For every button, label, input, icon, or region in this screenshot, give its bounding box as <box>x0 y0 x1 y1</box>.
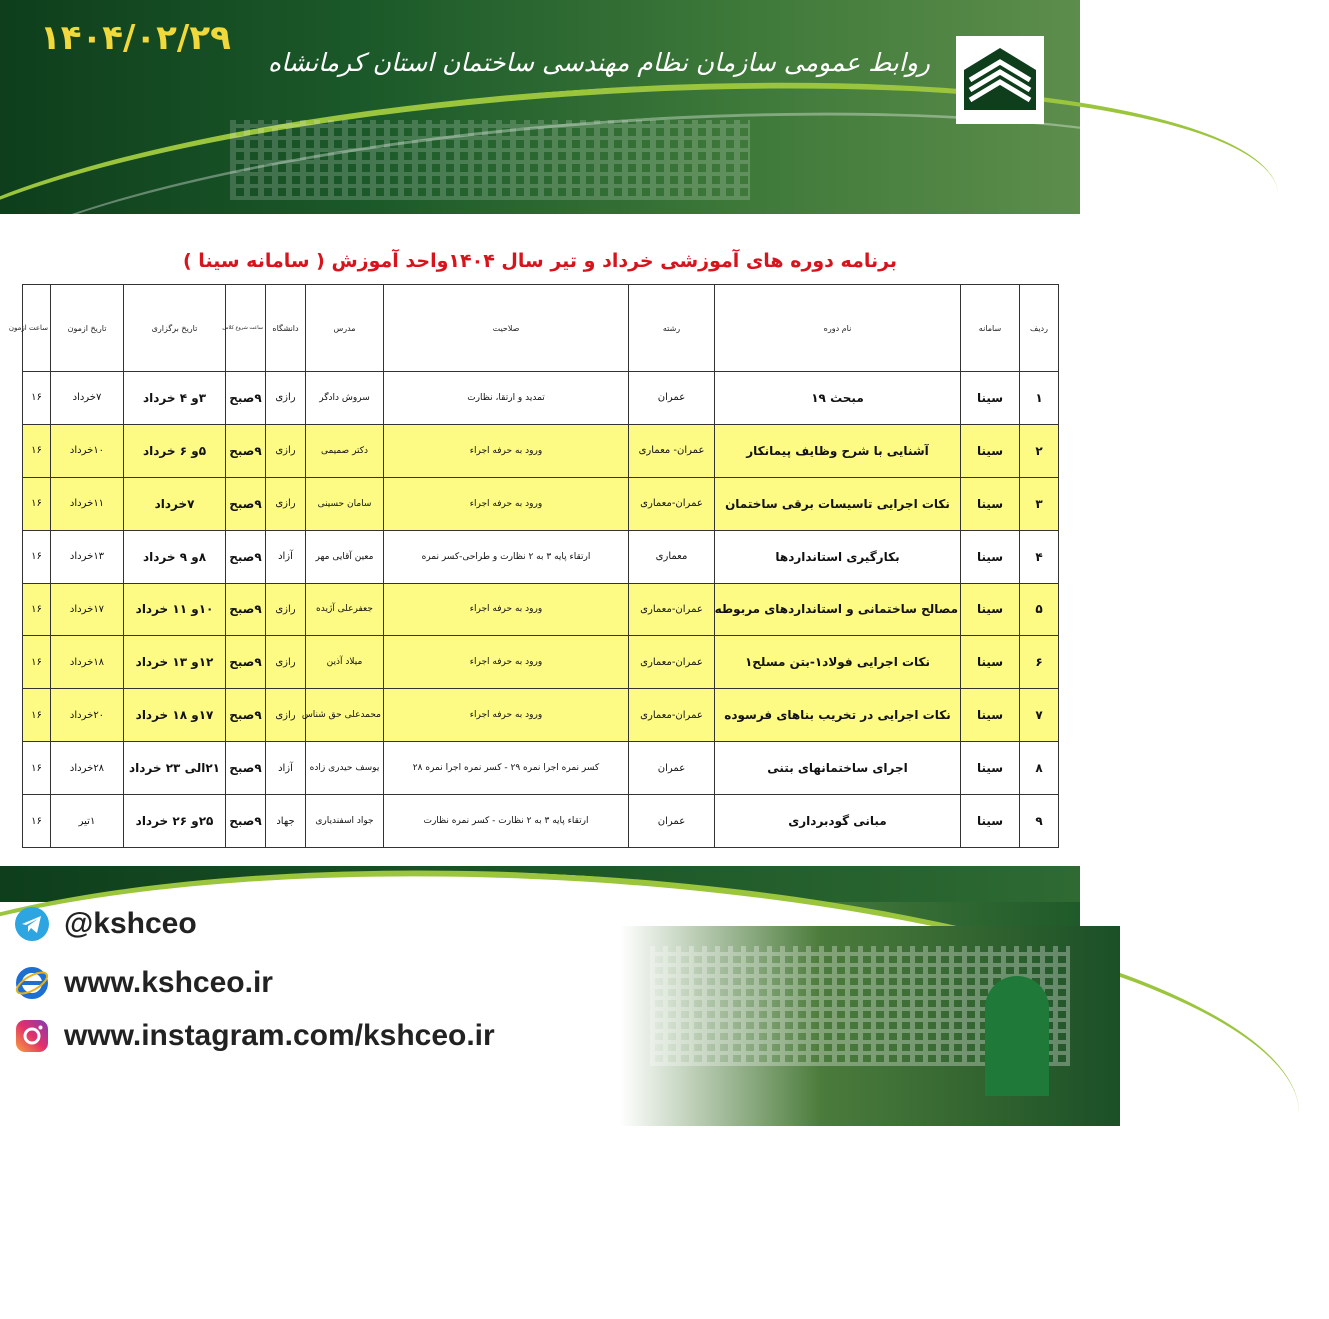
cell-row-number: ۹ <box>1020 795 1059 848</box>
cell-field: عمران- معماری <box>629 424 715 477</box>
cell-exam-time: ۱۶ <box>23 583 51 636</box>
cell-qualification: ورود به حرفه اجراء <box>384 583 629 636</box>
cell-teacher: سروش دادگر <box>306 372 384 425</box>
social-instagram[interactable] <box>14 1018 495 1054</box>
website-url[interactable]: www.kshceo.ir <box>64 966 273 999</box>
cell-row-number: ۷ <box>1020 689 1059 742</box>
cell-teacher: یوسف حیدری زاده <box>306 742 384 795</box>
cell-system: سینا <box>961 636 1020 689</box>
col-header-exam-date: تاریخ ازمون <box>51 285 124 372</box>
col-header-start-time: ساعت شروع کلاس <box>226 285 266 372</box>
cell-row-number: ۶ <box>1020 636 1059 689</box>
col-header-teacher: مدرس <box>306 285 384 372</box>
cell-course: نکات اجرایی فولاد۱-بتن مسلح۱ <box>715 636 961 689</box>
cell-system: سینا <box>961 372 1020 425</box>
cell-exam-time: ۱۶ <box>23 795 51 848</box>
cell-field: معماری <box>629 530 715 583</box>
cell-teacher: محمدعلی حق شناس <box>306 689 384 742</box>
cell-exam-date: ۷خرداد <box>51 372 124 425</box>
footer-arch-shape <box>985 976 1049 1096</box>
col-header-dates: تاریخ برگزاری <box>124 285 226 372</box>
table-header-row <box>23 285 1059 372</box>
cell-teacher: دکتر صمیمی <box>306 424 384 477</box>
cell-field: عمران-معماری <box>629 636 715 689</box>
cell-dates: ۱۲و ۱۳ خرداد <box>124 636 226 689</box>
cell-teacher: معین آقایی مهر <box>306 530 384 583</box>
col-header-row: ردیف <box>1020 285 1059 372</box>
cell-system: سینا <box>961 530 1020 583</box>
cell-dates: ۵و ۶ خرداد <box>124 424 226 477</box>
col-header-course: نام دوره <box>715 285 961 372</box>
cell-exam-date: ۱۷خرداد <box>51 583 124 636</box>
cell-row-number: ۸ <box>1020 742 1059 795</box>
cell-teacher: سامان حسینی <box>306 477 384 530</box>
header-date: ۱۴۰۴/۰۲/۲۹ <box>40 18 231 58</box>
cell-row-number: ۲ <box>1020 424 1059 477</box>
cell-start-time: ۹صبح <box>226 530 266 583</box>
cell-exam-date: ۱۸خرداد <box>51 636 124 689</box>
cell-start-time: ۹صبح <box>226 742 266 795</box>
table-row <box>23 795 1059 848</box>
col-header-qualification: صلاحیت <box>384 285 629 372</box>
cell-field: عمران-معماری <box>629 689 715 742</box>
cell-system: سینا <box>961 424 1020 477</box>
cell-field: عمران <box>629 372 715 425</box>
cell-qualification: ورود به حرفه اجراء <box>384 477 629 530</box>
col-header-field: رشته <box>629 285 715 372</box>
cell-start-time: ۹صبح <box>226 795 266 848</box>
cell-system: سینا <box>961 583 1020 636</box>
cell-exam-time: ۱۶ <box>23 477 51 530</box>
cell-teacher: جواد اسفندیاری <box>306 795 384 848</box>
cell-university: رازی <box>266 477 306 530</box>
cell-system: سینا <box>961 795 1020 848</box>
cell-exam-time: ۱۶ <box>23 689 51 742</box>
cell-dates: ۷خرداد <box>124 477 226 530</box>
schedule-table-container <box>8 284 1058 848</box>
table-row <box>23 689 1059 742</box>
organization-logo-icon <box>950 30 1050 130</box>
cell-course: بکارگیری استانداردها <box>715 530 961 583</box>
cell-field: عمران <box>629 742 715 795</box>
cell-exam-time: ۱۶ <box>23 424 51 477</box>
cell-course: آشنایی با شرح وظایف پیمانکار <box>715 424 961 477</box>
social-telegram[interactable] <box>14 906 197 942</box>
cell-course: نکات اجرایی در تخریب بناهای فرسوده <box>715 689 961 742</box>
cell-teacher: میلاد آذین <box>306 636 384 689</box>
cell-qualification: ارتقاء پایه ۳ به ۲ نظارت - کسر نمره نظارت <box>384 795 629 848</box>
table-row <box>23 583 1059 636</box>
cell-course: نکات اجرایی تاسیسات برقی ساختمان <box>715 477 961 530</box>
cell-course: مبانی گودبرداری <box>715 795 961 848</box>
cell-row-number: ۱ <box>1020 372 1059 425</box>
header-org-name: روابط عمومی سازمان نظام مهندسی ساختمان استان کرمانشاه <box>268 48 930 77</box>
cell-university: رازی <box>266 689 306 742</box>
cell-field: عمران-معماری <box>629 583 715 636</box>
header-banner <box>0 0 1080 214</box>
cell-university: آزاد <box>266 530 306 583</box>
cell-exam-date: ۲۸خرداد <box>51 742 124 795</box>
cell-exam-time: ۱۶ <box>23 636 51 689</box>
cell-qualification: ورود به حرفه اجراء <box>384 689 629 742</box>
cell-qualification: تمدید و ارتقا، نظارت <box>384 372 629 425</box>
cell-dates: ۸و ۹ خرداد <box>124 530 226 583</box>
telegram-handle[interactable]: @kshceo <box>64 907 197 940</box>
table-row <box>23 372 1059 425</box>
cell-teacher: جعفرعلی آژیده <box>306 583 384 636</box>
cell-exam-time: ۱۶ <box>23 530 51 583</box>
cell-university: رازی <box>266 636 306 689</box>
cell-exam-time: ۱۶ <box>23 372 51 425</box>
cell-exam-date: ۱۳خرداد <box>51 530 124 583</box>
cell-university: آزاد <box>266 742 306 795</box>
cell-dates: ۱۰و ۱۱ خرداد <box>124 583 226 636</box>
cell-exam-date: ۱۰خرداد <box>51 424 124 477</box>
cell-row-number: ۵ <box>1020 583 1059 636</box>
cell-exam-date: ۱۱خرداد <box>51 477 124 530</box>
cell-row-number: ۳ <box>1020 477 1059 530</box>
cell-qualification: ورود به حرفه اجراء <box>384 424 629 477</box>
cell-qualification: ورود به حرفه اجراء <box>384 636 629 689</box>
col-header-university: دانشگاه <box>266 285 306 372</box>
header-pixel-pattern <box>230 120 750 200</box>
cell-start-time: ۹صبح <box>226 424 266 477</box>
cell-field: عمران-معماری <box>629 477 715 530</box>
col-header-system: سامانه <box>961 285 1020 372</box>
cell-start-time: ۹صبح <box>226 372 266 425</box>
cell-university: رازی <box>266 583 306 636</box>
social-website[interactable] <box>14 965 273 1001</box>
col-header-exam-time: ساعت ازمون <box>23 285 51 372</box>
cell-university: رازی <box>266 424 306 477</box>
table-row <box>23 477 1059 530</box>
cell-start-time: ۹صبح <box>226 636 266 689</box>
footer-banner <box>0 866 1080 1080</box>
cell-row-number: ۴ <box>1020 530 1059 583</box>
cell-dates: ۳و ۴ خرداد <box>124 372 226 425</box>
table-row <box>23 636 1059 689</box>
cell-course: اجرای ساختمانهای بتنی <box>715 742 961 795</box>
cell-dates: ۲۱الی ۲۳ خرداد <box>124 742 226 795</box>
cell-course: مصالح ساختمانی و استانداردهای مربوطه <box>715 583 961 636</box>
internet-explorer-icon <box>14 965 50 1001</box>
cell-dates: ۱۷و ۱۸ خرداد <box>124 689 226 742</box>
cell-start-time: ۹صبح <box>226 583 266 636</box>
cell-system: سینا <box>961 742 1020 795</box>
cell-start-time: ۹صبح <box>226 477 266 530</box>
cell-qualification: ارتقاء پایه ۳ به ۲ نظارت و طراحی-کسر نمره <box>384 530 629 583</box>
instagram-icon <box>14 1018 50 1054</box>
instagram-url[interactable]: www.instagram.com/kshceo.ir <box>64 1019 495 1052</box>
schedule-title: برنامه دوره های آموزشی خرداد و تیر سال ۱۴۰۴واحد آموزش ( سامانه سینا ) <box>182 250 898 272</box>
cell-qualification: کسر نمره اجرا نمره ۲۹ - کسر نمره اجرا نمره ۲۸ <box>384 742 629 795</box>
cell-dates: ۲۵و ۲۶ خرداد <box>124 795 226 848</box>
telegram-icon <box>14 906 50 942</box>
cell-university: جهاد <box>266 795 306 848</box>
table-row <box>23 742 1059 795</box>
table-row <box>23 530 1059 583</box>
cell-field: عمران <box>629 795 715 848</box>
cell-exam-date: ۲۰خرداد <box>51 689 124 742</box>
cell-exam-time: ۱۶ <box>23 742 51 795</box>
cell-university: رازی <box>266 372 306 425</box>
cell-course: مبحث ۱۹ <box>715 372 961 425</box>
cell-system: سینا <box>961 477 1020 530</box>
cell-start-time: ۹صبح <box>226 689 266 742</box>
schedule-table <box>8 284 1059 848</box>
cell-exam-date: ۱تیر <box>51 795 124 848</box>
cell-system: سینا <box>961 689 1020 742</box>
table-row <box>23 424 1059 477</box>
